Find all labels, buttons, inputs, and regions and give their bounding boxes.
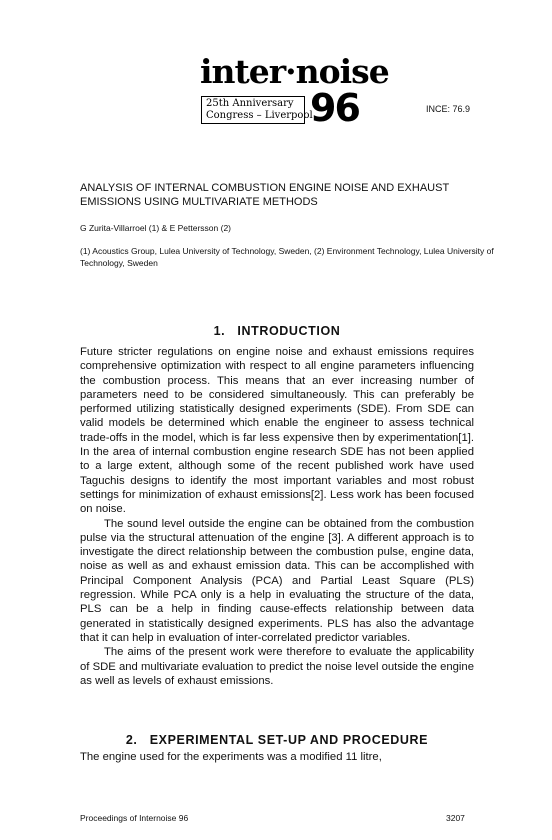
logo-title: inter·noise: [200, 52, 389, 91]
experimental-setup-heading: 2. EXPERIMENTAL SET-UP AND PROCEDURE: [125, 733, 429, 747]
conference-logo: [200, 52, 389, 130]
introduction-heading: 1. INTRODUCTION: [213, 324, 341, 338]
logo-box-line-2: Congress – Liverpool: [206, 110, 313, 121]
introduction-paragraph-1: Future stricter regulations on engine noise and exhaust emissions requires comprehensive optimization with respect to all engine parameters influencing the combustion process. This means that an ever increasing number of parameters need to be considered simultaneously. This can preferably be performed utilizing statistically designed experiments (SDE). From SDE can valid models be determined which enable the engineer to assess technical trade-offs in the model, which is far less expensive then by experimentation[1]. In the area of internal combustion engine research SDE has not been applied to a large extent, although some of the recent published work have used Taguchis designs to identify the most important variables and most robust settings for minimization of exhaust emissions[2]. Less work has been focused on noise.: [80, 346, 474, 516]
logo-year: 96: [310, 86, 359, 130]
experimental-setup-body: [80, 750, 474, 764]
logo-anniversary-box: [201, 96, 313, 124]
logo-box-line-1: 25th Anniversary: [206, 98, 294, 109]
experimental-setup-paragraph-1: The engine used for the experiments was a modified 11 litre,: [80, 751, 382, 763]
paper-affiliation: (1) Acoustics Group, Lulea University of Technology, Sweden, (2) Environment Technology, Lulea University of Technology, Sweden: [80, 246, 494, 268]
introduction-body: [80, 345, 474, 688]
introduction-paragraph-2: The sound level outside the engine can be obtained from the combustion pulse via the structural attenuation of the engine [3]. A different approach is to investigate the direct relationship between the combustion pulse, engine data, noise as well as and exhaust emission data. This can be accomplished with Principal Component Analysis (PCA) and Partial Least Square (PLS) regression. While PCA only is a help in evaluating the structure of the data, PLS can be a help in finding cause-effects relationship between data generated in statistically designed experiments. PLS has also the advantage that it can help in evaluation of inter-correlated predictor variables.: [80, 517, 474, 644]
footer-proceedings: Proceedings of Internoise 96: [80, 813, 189, 823]
ince-reference: INCE: 76.9: [426, 104, 471, 114]
paper-authors: G Zurita-Villarroel (1) & E Pettersson (2): [80, 223, 231, 233]
paper-title: ANALYSIS OF INTERNAL COMBUSTION ENGINE NOISE AND EXHAUST EMISSIONS USING MULTIVARIATE METHODS: [80, 182, 449, 208]
footer-page-number: 3207: [446, 813, 465, 823]
introduction-paragraph-3: The aims of the present work were therefore to evaluate the applicability of SDE and multivariate evaluation to predict the noise level outside the engine as well as levels of exhaust emissions.: [80, 646, 474, 687]
